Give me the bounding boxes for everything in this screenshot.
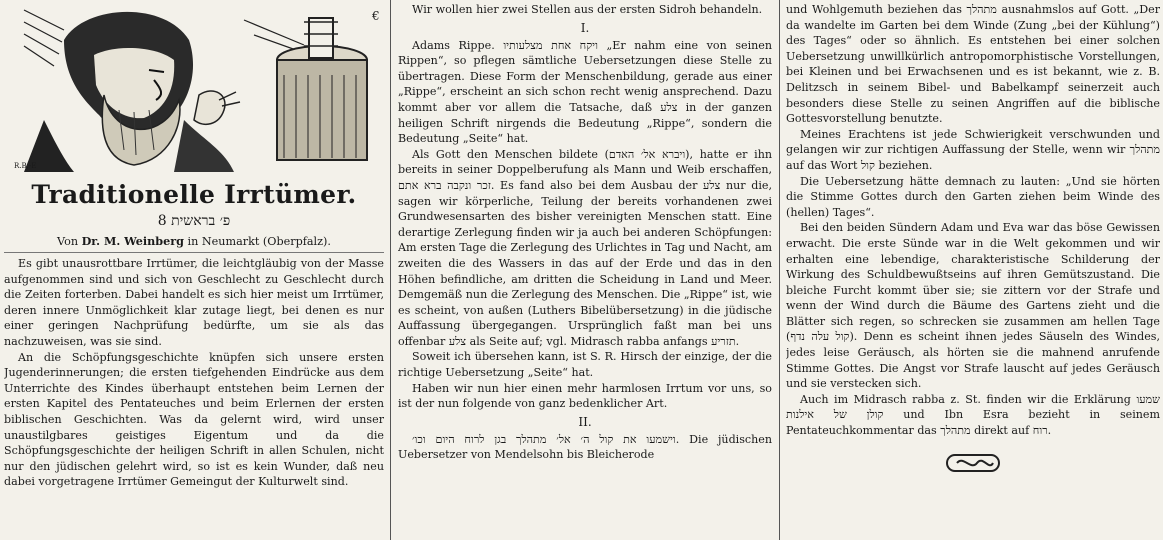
paragraph: Haben wir nun hier einen mehr harmlosen Irrtum vor uns, so ist der nun folgende von ganz bedenklicher Art. bbox=[398, 381, 772, 411]
article-body-col1 bbox=[4, 256, 384, 490]
illustration bbox=[4, 0, 384, 172]
article-column-1 bbox=[4, 0, 384, 540]
byline-place: in Neumarkt (Oberpfalz). bbox=[187, 235, 331, 248]
scholar-illustration-icon bbox=[4, 0, 384, 172]
column-divider bbox=[390, 0, 391, 540]
paragraph: Als Gott den Menschen bildete (ויברא אל׳ האדם), hatte er ihn bereits in seiner Doppelberufung als Mann und Weib erschaffen, זכר ונקבה ברא אתם. Es fand also bei dem Ausbau der צלע nur die, sagen wir körperliche, Teilung der bereits vorhandenen zwei Grundwesensarten des bisher vereinigten Menschen statt. Eine derartige Zerlegung finden wir ja auch bei anderen Schöpfungen: Am ersten Tage die Zerlegung des Urlichtes in Tag und Nacht, am zweiten die des Wassers in das auf der Erde und das in den Höhen befindliche, am dritten die Scheidung in Land und Meer. Demgemäß nun die Zerlegung des Menschen. Die „Rippe“ ist, wie es scheint, von außen (Luthers Bibelübersetzung) in die jüdische Auffassung übergegangen. Ursprünglich faßt man bei uns offenbar צלע als Seite auf; vgl. Midrasch rabba anfangs תזריע. bbox=[398, 147, 772, 348]
paragraph: Auch im Midrasch rabba z. St. finden wir die Erklärung שמעו קולן של אילנות und Ibn Esra bezieht in seinem Pentateuchkommentar das מתהלך direkt auf רוח. bbox=[786, 392, 1160, 438]
byline-prefix: Von bbox=[57, 235, 79, 248]
paragraph: Wir wollen hier zwei Stellen aus der ersten Sidroh behandeln. bbox=[412, 3, 763, 16]
illustration-credit: R.B.-E bbox=[14, 162, 37, 170]
byline bbox=[4, 234, 384, 253]
article-body-col2 bbox=[398, 0, 772, 463]
article-subhead: 8 פ׳ בראשית bbox=[157, 213, 231, 229]
paragraph: An die Schöpfungsgeschichte knüpfen sich unsere ersten Jugenderinnerungen; die ersten tiefgehenden Eindrücke aus dem Unterrichte des Kindes überhaupt entstehen beim Lernen der ersten Kapitel des Pentateuches und beim Erlernen der ersten biblischen Geschichten. Was da gelernt wird, wird unser unaustilgbares geistiges Eigentum und da die Schöpfungsgeschichte der heiligen Schrift in allen Schulen, nicht nur den jüdischen gelehrt wird, so ist es kein Wunder, daß neu dabei vorgetragene Irrtümer Gemeingut der Kulturwelt sind. bbox=[4, 350, 384, 489]
article-column-3 bbox=[786, 0, 1160, 540]
paragraph: Bei den beiden Sündern Adam und Eva war das böse Gewissen erwacht. Die erste Sünde war in die Welt gekommen und wir erhalten eine lebendige, charakteristische Schilderung der Wirkung des Schuldbewußtseins auf ihren Gemütszustand. Die bleiche Furcht kommt über sie; sie zittern vor der Strafe und wenn der Wind durch die Bäume des Gartens zieht und die Blätter sich regen, so schrecken sie zusammen am hellen Tage (קול עלה נדף). Denn es scheint ihnen jedes Säuseln des Windes, jedes leise Geräusch, als hörten sie die mahnend anrufende Stimme Gottes. Die Angst vor Strafe lauscht auf jedes Geräusch und sie verstecken sich. bbox=[786, 221, 1160, 391]
paragraph: Es gibt unausrottbare Irrtümer, die leichtgläubig von der Masse aufgenommen sind und sich von Geschlecht zu Geschlecht durch die Zeiten forterben. Dabei handelt es sich hier meist um Irrtümer, deren innere Unmöglichkeit klar zutage liegt, bei denen es nur einer geringen Nachprüfung bedürfte, um sie als das nachzuweisen, was sie sind. bbox=[4, 257, 384, 348]
end-ornament-icon bbox=[945, 451, 1001, 475]
ornament bbox=[786, 451, 1160, 475]
svg-text:€: € bbox=[372, 9, 380, 23]
section-number-1: I. bbox=[580, 20, 590, 35]
column-divider bbox=[779, 0, 780, 540]
byline-author: Dr. M. Weinberg bbox=[81, 234, 184, 248]
article-headline: Traditionelle Irrtümer. bbox=[31, 180, 357, 209]
section-number-2: II. bbox=[578, 414, 592, 429]
paragraph: וישמעו את קול ה׳ אל׳ מתהלך בגן לרוח היום וכו׳. Die jüdischen Uebersetzer von Mendelsohn bis Bleicherode bbox=[398, 432, 772, 462]
paragraph: Meines Erachtens ist jede Schwierigkeit verschwunden und gelangen wir zur richtigen Auffassung der Stelle, wenn wir מתהלך auf das Wort קול beziehen. bbox=[786, 127, 1160, 172]
paragraph: Soweit ich übersehen kann, ist S. R. Hirsch der einzige, der die richtige Uebersetzung „Seite“ hat. bbox=[398, 350, 772, 380]
paragraph: Adams Rippe. ויקח אחת מצלעותיו „Er nahm eine von seinen Rippen“, so pflegen sämtliche Uebersetzungen diese Stelle zu übertragen. Diese Form der Menschenbildung, gerade aus einer „Rippe“, erscheint an sich schon recht wenig ansprechend. Dazu kommt aber vor allem die Tatsache, daß צלע in der ganzen heiligen Schrift nirgends die Bedeutung „Rippe“, sondern die Bedeutung „Seite“ hat. bbox=[398, 38, 772, 146]
article-body-col3 bbox=[786, 0, 1160, 439]
paragraph: Die Uebersetzung hätte demnach zu lauten: „Und sie hörten die Stimme Gottes durch den Garten ziehen beim Winde des (hellen) Tages“. bbox=[786, 174, 1160, 219]
article-column-2 bbox=[398, 0, 772, 540]
paragraph: und Wohlgemuth beziehen das מתהלך ausnahmslos auf Gott. „Der da wandelte im Garten bei dem Winde (Zung „bei der Kühlung“) des Tages“ oder so ähnlich. Es entstehen bei einer solchen Uebersetzung unwillkürlich antropomorphistische Vorstellungen, bei Kleinen und bei Erwachsenen und es ist bekannt, wie z. B. Delitzsch in seinem Bibel- und Babelkampf seinerzeit auch besonders diese Stelle zu seinen Angriffen auf die biblische Gottesvorstellung benutzte. bbox=[786, 3, 1160, 126]
